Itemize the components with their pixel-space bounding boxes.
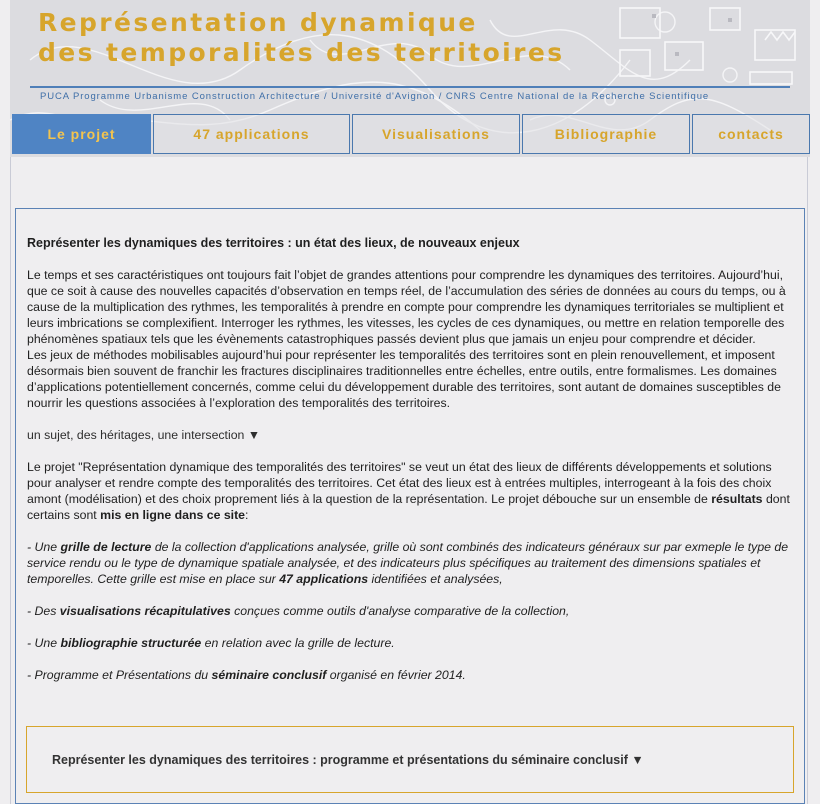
site-title <box>38 8 565 68</box>
results-item-grille <box>27 539 793 587</box>
list-text-bold: bibliographie structurée <box>60 636 202 650</box>
heritage-toggle-label: un sujet, des héritages, une intersection <box>27 428 245 442</box>
list-text: - Une <box>27 636 61 650</box>
project-paragraph <box>27 459 793 523</box>
project-text: Le projet "Représentation dynamique des temporalités des territoires" se veut un état des lieux de différents développements et solutions pour analyser et rendre compte des temporalités des territoires. Cet état des lieux est à entrées multiples, interrogeant à la fois des choix amont (modélisation) et des choix proprement liés à la question de la représentation. Le projet débouche sur un ensemble de <box>27 460 772 506</box>
list-text: - Une <box>27 540 61 554</box>
seminar-box <box>26 726 794 793</box>
main-content <box>15 208 805 804</box>
nav-tab-le-projet[interactable]: Le projet <box>12 114 151 154</box>
results-item-seminaire <box>27 667 793 683</box>
nav-tab-bibliographie[interactable]: Bibliographie <box>522 114 690 154</box>
expand-arrow-icon: ▼ <box>631 752 644 767</box>
list-text-bold: grille de lecture <box>60 540 152 554</box>
section-title: Représenter les dynamiques des territoires : un état des lieux, de nouveaux enjeux <box>27 236 520 250</box>
list-text: - Programme et Présentations du <box>27 668 212 682</box>
nav-tab-contacts[interactable]: contacts <box>692 114 810 154</box>
project-text: dont certains sont <box>27 492 790 522</box>
expand-arrow-icon: ▼ <box>247 428 260 442</box>
site-title-line-1: Représentation dynamique <box>38 8 478 37</box>
partners-line: PUCA Programme Urbanisme Construction Architecture / Université d'Avignon / CNRS Centre National de la Recherche Scientifique <box>40 91 710 102</box>
title-divider <box>30 86 790 88</box>
nav-tab-applications[interactable]: 47 applications <box>153 114 350 154</box>
results-item-bibliographie <box>27 635 793 651</box>
seminar-toggle-link[interactable] <box>52 752 644 768</box>
project-text: : <box>245 508 249 522</box>
list-text: - Des <box>27 604 60 618</box>
list-text: conçues comme outils d'analyse comparative de la collection, <box>230 604 570 618</box>
nav-tab-visualisations[interactable]: Visualisations <box>352 114 520 154</box>
list-text: de la collection d'applications analysée, grille où sont combinés des indicateurs généraux sur par exmeple le type de service rendu ou le type de dynamique spatiale analysée, et des indicateurs plus spécifiques au traitement des dimensions spatiales et temporelles. Cette grille est mise en place sur <box>27 540 789 586</box>
list-text: identifiées et analysées, <box>368 572 503 586</box>
main-navigation <box>10 114 810 154</box>
intro-paragraph-1: Le temps et ses caractéristiques ont toujours fait l’objet de grandes attentions pour comprendre les dynamiques des territoires. Aujourd’hui, que ce soit à cause des nouvelles capacités d’observation en temps réel, de l’accumulation des séries de données au cours du temps, ou à cause de la multiplication des rythmes, les temporalités à prendre en compte pour comprendre les dynamiques territoriales se multiplient et leurs imbrications se complexifient. Interroger les rythmes, les vitesses, les cycles de ces dynamiques, ou mettre en relation temporelle des phénomènes spatiaux tels que les évènements catastrophiques passés devient plus que jamais un enjeu pour comprendre et décider. <box>27 268 786 346</box>
project-text-bold: résultats <box>711 492 763 506</box>
site-title-line-2: des temporalités des territoires <box>38 38 565 67</box>
list-text-bold: 47 applications <box>279 572 369 586</box>
heritage-toggle-link[interactable] <box>27 427 793 443</box>
list-text-bold: séminaire conclusif <box>211 668 327 682</box>
intro-paragraph-2: Les jeux de méthodes mobilisables aujourd’hui pour représenter les temporalités des territoires sont en plein renouvellement, et imposent désormais bien souvent de franchir les fractures disciplinaires traditionnelles entre échelles, entre outils, entre formalismes. Les domaines d’applications potentiellement concernés, comme celui du développement durable des territoires, sont autant de domaines susceptibles de nourrir les questions associées à l’exploration des temporalités des territoires. <box>27 348 781 410</box>
list-text: organisé en février 2014. <box>326 668 466 682</box>
list-text: en relation avec la grille de lecture. <box>201 636 395 650</box>
list-text-bold: visualisations récapitulatives <box>59 604 231 618</box>
project-text-bold: mis en ligne dans ce site <box>100 508 246 522</box>
results-item-visualisations <box>27 603 793 619</box>
seminar-label: Représenter les dynamiques des territoires : programme et présentations du séminaire conclusif <box>52 752 628 767</box>
